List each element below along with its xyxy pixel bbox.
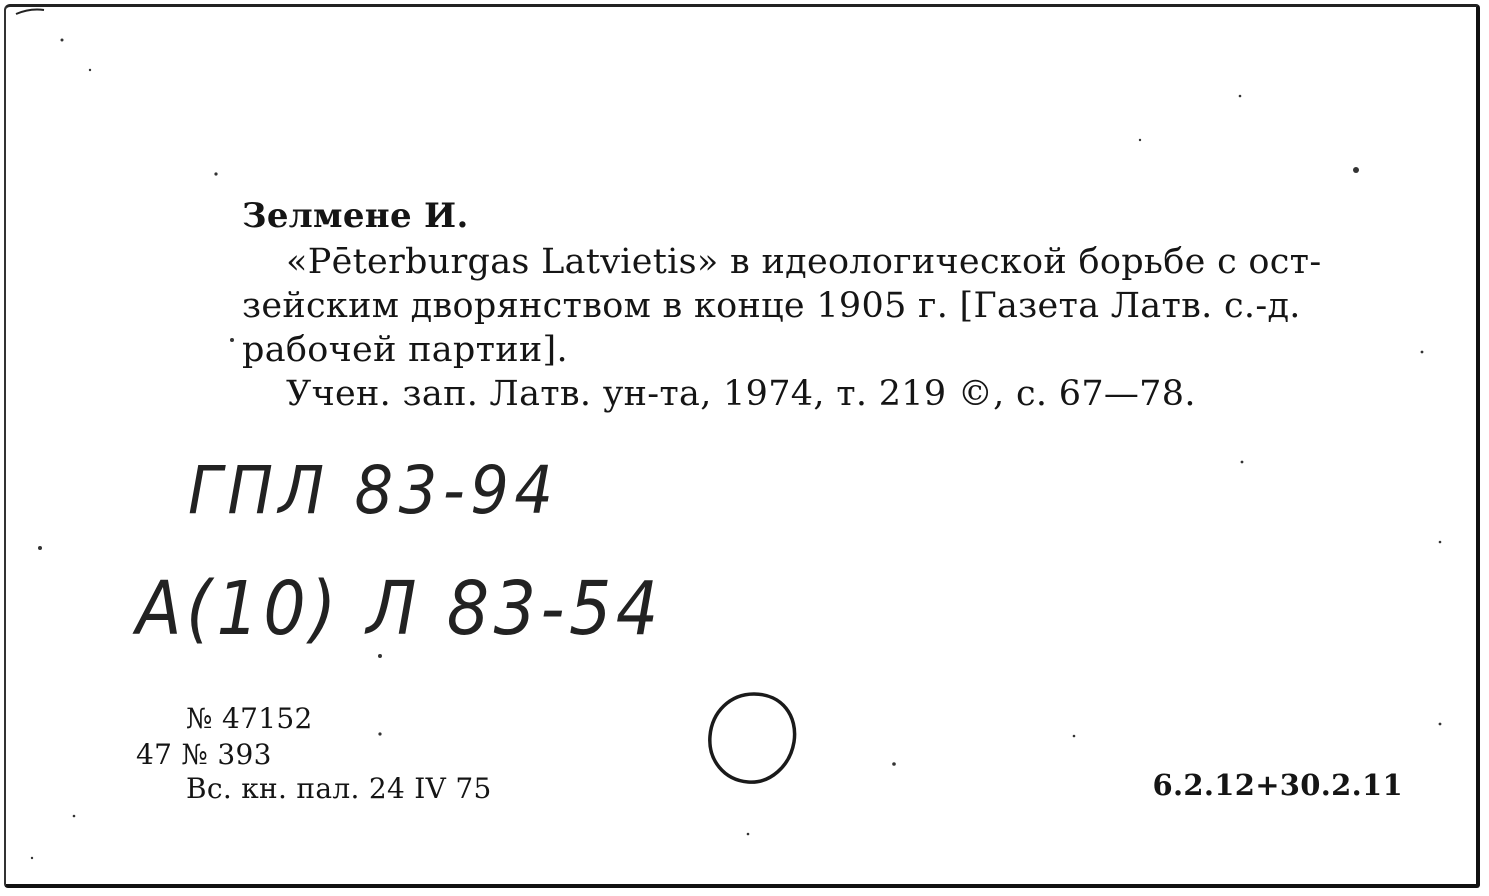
card-source: Учен. зап. Латв. ун-та, 1974, т. 219 ©, с. 67—78. <box>286 374 1196 414</box>
card-classification: 6.2.12+30.2.11 <box>1152 768 1403 802</box>
hand-drawn-circle-icon <box>704 690 800 790</box>
card-title-line-2: зейским дворянством в конце 1905 г. [Газета Латв. с.-д. <box>242 286 1301 326</box>
card-registry: Вс. кн. пал. 24 IV 75 <box>186 772 492 805</box>
handwritten-shelfmark-1: ГПЛ 83-94 <box>188 452 559 529</box>
card-title-line-3: рабочей партии]. <box>242 330 568 370</box>
card-number-secondary: 47 № 393 <box>136 738 272 771</box>
handwritten-shelfmark-2: А(10) Л 83-54 <box>136 566 663 652</box>
card-author: Зелмене И. <box>242 196 469 236</box>
card-title-line-1: «Pēterburgas Latvietis» в идеологической борьбе с ост- <box>286 242 1322 282</box>
card-number: № 47152 <box>186 702 313 735</box>
